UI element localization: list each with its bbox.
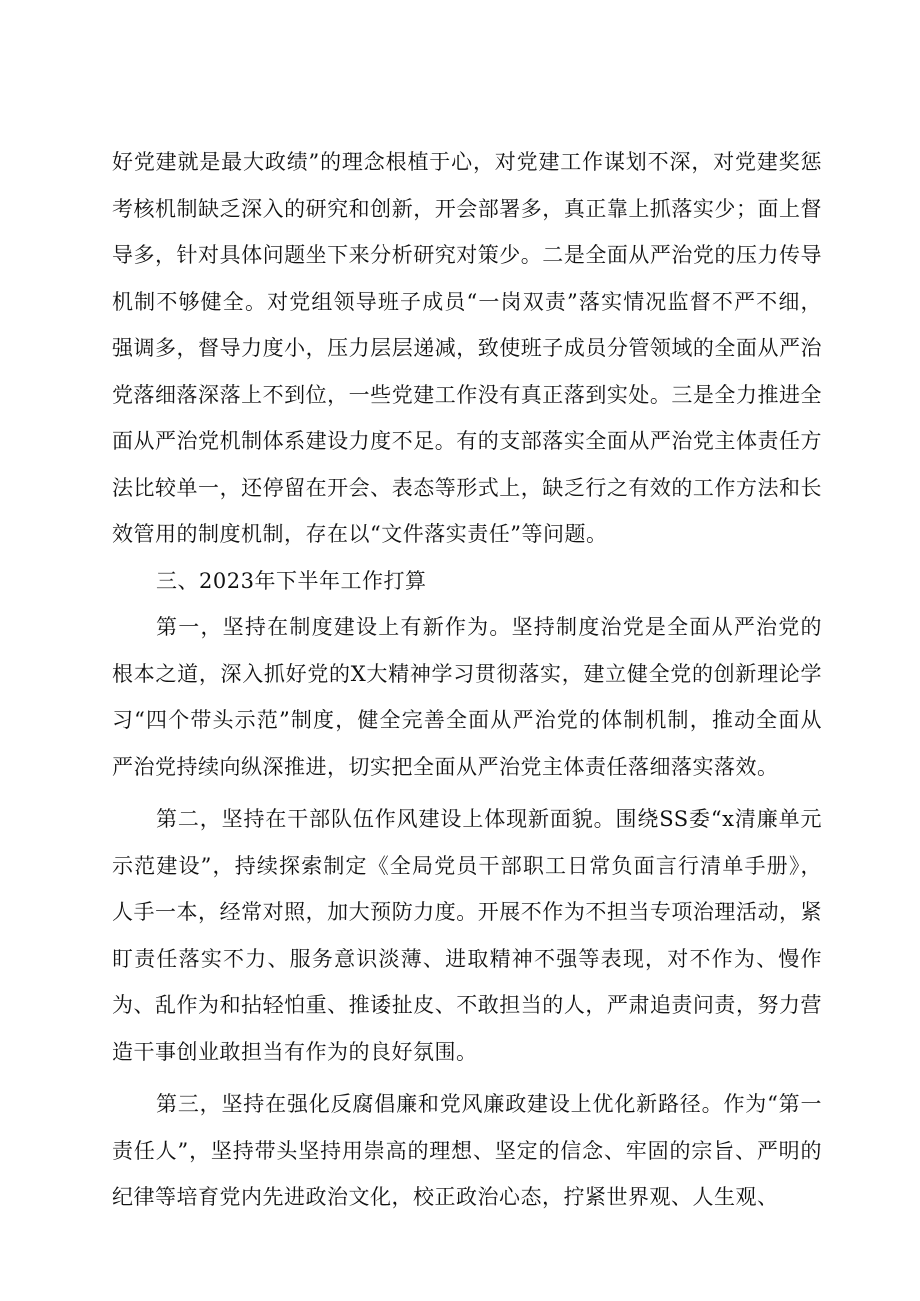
paragraph-plan-first: 第一，坚持在制度建设上有新作为。坚持制度治党是全面从严治党的根本之道，深入抓好党的X大精神学习贯彻落实，建立健全党的创新理论学习“四个带头示范”制度，健全完善全面从严治党的体制机制，推动全面从严治党持续向纵深推进，切实把全面从严治党主体责任落细落实落效。 xyxy=(112,615,822,779)
paragraph-plan-second: 第二，坚持在干部队伍作风建设上体现新面貌。围绕SS委“x清廉单元示范建设”，持续探索制定《全局党员干部职工日常负面言行清单手册》，人手一本，经常对照，加大预防力度。开展不作为不担当专项治理活动，紧盯责任落实不力、服务意识淡薄、进取精神不强等表现，对不作为、慢作为、乱作为和拈轻怕重、推诿扯皮、不敢担当的人，严肃追责问责，努力营造干事创业敢担当有作为的良好氛围。 xyxy=(112,807,822,1064)
document-body xyxy=(112,139,822,1221)
paragraph-plan-third: 第三，坚持在强化反腐倡廉和党风廉政建设上优化新路径。作为“第一责任人”，坚持带头坚持用崇高的理想、坚定的信念、牢固的宗旨、严明的纪律等培育党内先进政治文化，校正政治心态，拧紧世界观、人生观、 xyxy=(112,1092,822,1209)
section-heading-plans: 三、2023年下半年工作打算 xyxy=(156,568,427,593)
paragraph-problems-continued: 好党建就是最大政绩”的理念根植于心，对党建工作谋划不深，对党建奖惩考核机制缺乏深入的研究和创新，开会部署多，真正靠上抓落实少；面上督导多，针对具体问题坐下来分析研究对策少。二是全面从严治党的压力传导机制不够健全。对党组领导班子成员“一岗双责”落实情况监督不严不细，强调多，督导力度小，压力层层递减，致使班子成员分管领域的全面从严治党落细落深落上不到位，一些党建工作没有真正落到实处。三是全力推进全面从严治党机制体系建设力度不足。有的支部落实全面从严治党主体责任方法比较单一，还停留在开会、表态等形式上，缺乏行之有效的工作方法和长效管用的制度机制，存在以“文件落实责任”等问题。 xyxy=(112,150,822,546)
